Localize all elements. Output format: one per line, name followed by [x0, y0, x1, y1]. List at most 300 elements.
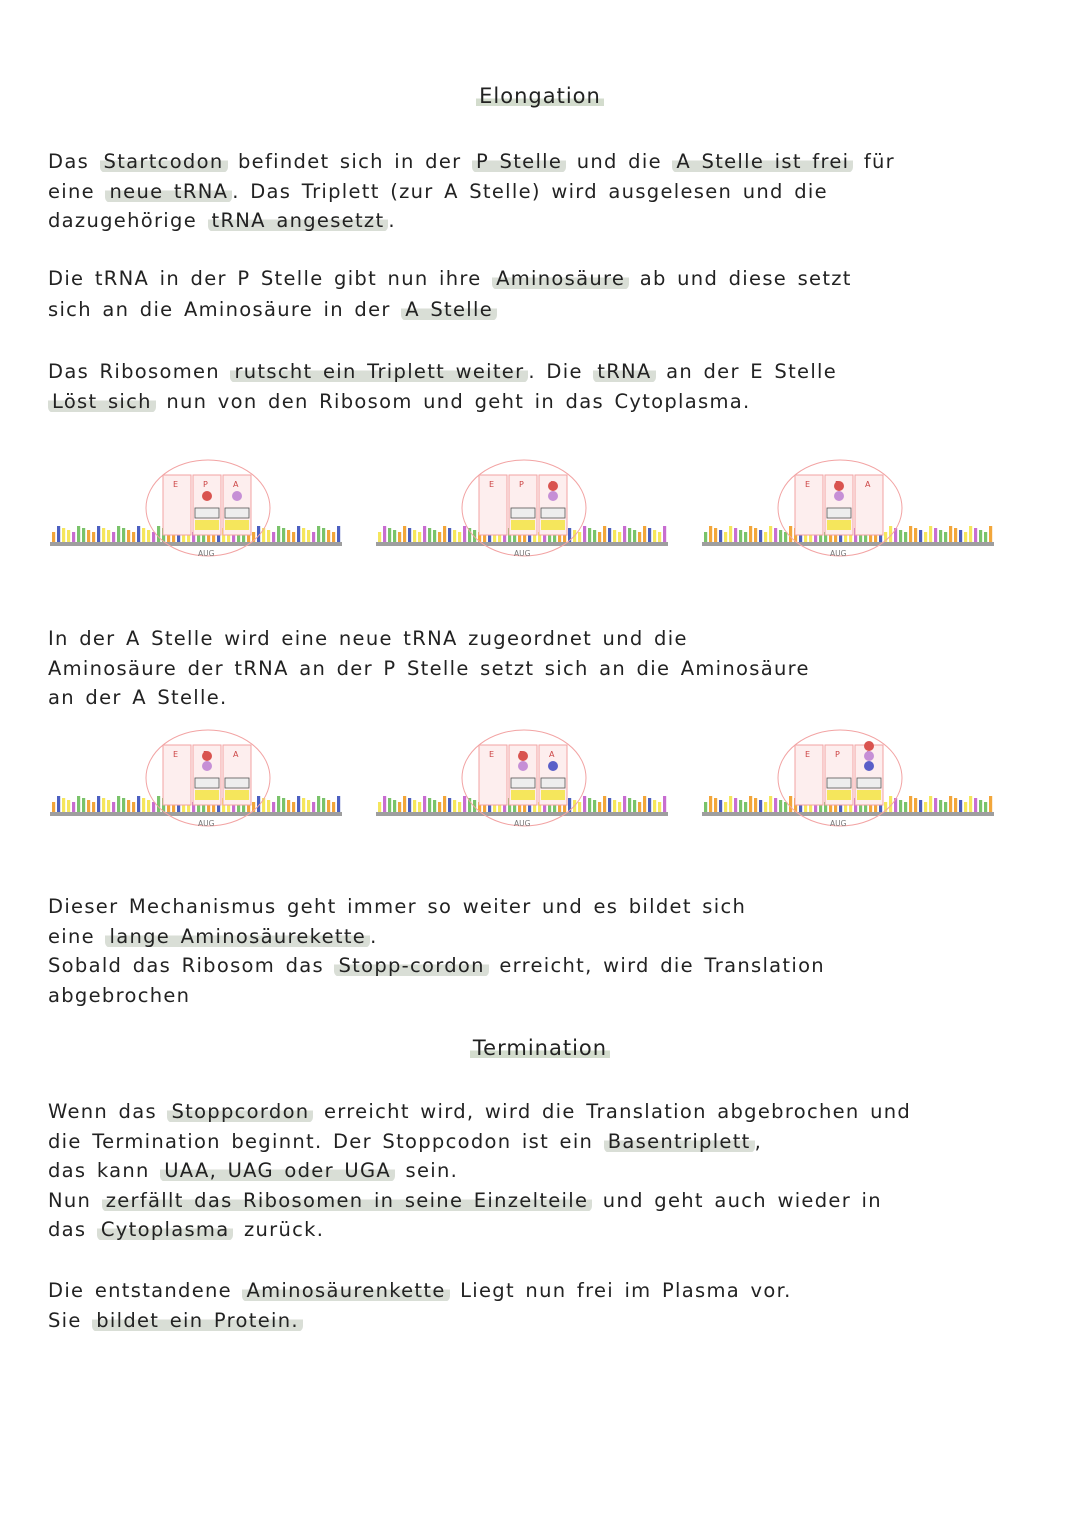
mrna-base: [663, 796, 666, 812]
ribosome-panel-1: [376, 730, 668, 828]
mrna-base: [388, 528, 391, 542]
trna-anticodon: [195, 790, 219, 800]
mrna-base: [989, 796, 992, 812]
mrna-base: [724, 802, 727, 812]
mrna-base: [302, 798, 305, 812]
mrna-base: [583, 796, 586, 812]
trna-anticodon: [511, 790, 535, 800]
trna-anticodon: [541, 520, 565, 530]
text-span: sein.: [405, 1159, 459, 1182]
mrna-base: [653, 800, 656, 812]
amino-acid: [548, 761, 558, 771]
mrna-base: [282, 528, 285, 542]
mrna-base: [327, 530, 330, 542]
text-span: Stopp-cordon: [334, 954, 488, 977]
mrna-base: [92, 532, 95, 542]
text-span: Nun: [48, 1188, 92, 1212]
mrna-base: [709, 526, 712, 542]
mrna-base: [82, 798, 85, 812]
site-label-e: E: [173, 750, 179, 759]
mrna-base: [448, 798, 451, 812]
codon-label: AUG: [514, 819, 531, 828]
mrna-base: [393, 530, 396, 542]
text-span: zerfällt das Ribosomen in seine Einzelteile: [102, 1189, 593, 1212]
mrna-base: [332, 532, 335, 542]
mrna-base: [628, 798, 631, 812]
mrna-base: [287, 530, 290, 542]
mrna-backbone: [376, 542, 668, 546]
site-label-a: A: [233, 480, 239, 489]
mrna-base: [378, 532, 381, 542]
mrna-base: [337, 526, 340, 542]
text-span: eine: [48, 179, 95, 203]
termination-paragraph-2: [48, 1279, 1058, 1338]
text-span: Aminosäure der tRNA an der P Stelle setzt sich an die Aminosäure: [48, 656, 810, 680]
mrna-base: [939, 800, 942, 812]
mrna-base: [638, 532, 641, 542]
mrna-base: [759, 530, 762, 542]
text-span: und die: [576, 150, 662, 173]
mrna-base: [312, 532, 315, 542]
text-span: abgebrochen: [48, 983, 191, 1007]
mrna-base: [62, 798, 65, 812]
mrna-base: [132, 802, 135, 812]
text-span: UAA, UAG oder UGA: [160, 1159, 395, 1182]
mrna-base: [658, 532, 661, 542]
mrna-base: [578, 532, 581, 542]
mrna-base: [428, 528, 431, 542]
mrna-base: [122, 798, 125, 812]
mrna-base: [719, 800, 722, 812]
mrna-base: [969, 526, 972, 542]
mrna-base: [934, 528, 937, 542]
mrna-base: [408, 798, 411, 812]
mrna-base: [779, 530, 782, 542]
mrna-base: [413, 530, 416, 542]
mrna-base: [633, 800, 636, 812]
text-span: Cytoplasma: [97, 1218, 234, 1241]
trna-anticodon: [225, 520, 249, 530]
mrna-base: [588, 798, 591, 812]
trna-anticodon: [225, 790, 249, 800]
mrna-base: [663, 526, 666, 542]
mrna-base: [57, 526, 60, 542]
trna-anticodon: [827, 790, 851, 800]
mrna-base: [297, 526, 300, 542]
text-span: Startcodon: [100, 150, 228, 173]
mrna-base: [97, 526, 100, 542]
mrna-base: [317, 796, 320, 812]
mrna-base: [147, 530, 150, 542]
mrna-base: [754, 528, 757, 542]
mrna-base: [588, 528, 591, 542]
trna-body: [195, 778, 219, 788]
mrna-base: [383, 526, 386, 542]
codon-label: AUG: [830, 819, 847, 828]
mrna-base: [438, 532, 441, 542]
text-span: Aminosäurenkette: [242, 1279, 449, 1302]
mrna-base: [914, 528, 917, 542]
mrna-base: [924, 532, 927, 542]
mrna-base: [643, 526, 646, 542]
text-span: erreicht wird, wird die Translation abgebrochen und: [323, 1100, 912, 1123]
mrna-base: [919, 800, 922, 812]
amino-acid: [232, 491, 242, 501]
mrna-base: [433, 800, 436, 812]
mrna-base: [593, 530, 596, 542]
mrna-base: [964, 532, 967, 542]
mrna-base: [924, 802, 927, 812]
mrna-base: [67, 800, 70, 812]
mrna-base: [764, 802, 767, 812]
mrna-base: [904, 532, 907, 542]
text-span: Dieser Mechanismus geht immer so weiter und es bildet sich: [48, 895, 747, 918]
mrna-base: [919, 530, 922, 542]
mrna-base: [618, 802, 621, 812]
mrna-base: [147, 800, 150, 812]
trna-body: [511, 778, 535, 788]
termination-heading: [0, 1036, 1080, 1060]
site-label-e: E: [173, 480, 179, 489]
elongation-paragraph-2: [48, 267, 1058, 328]
text-span: Das Ribosomen: [48, 360, 220, 383]
mrna-base: [287, 800, 290, 812]
mrna-base: [112, 532, 115, 542]
mrna-base: [774, 798, 777, 812]
mrna-base: [734, 798, 737, 812]
trna-body: [541, 508, 565, 518]
mrna-base: [67, 530, 70, 542]
mrna-base: [453, 530, 456, 542]
mrna-base: [779, 800, 782, 812]
text-span: Sobald das Ribosom das: [48, 954, 324, 977]
text-span: sich an die Aminosäure in der: [48, 298, 391, 321]
mrna-base: [929, 526, 932, 542]
trna-body: [541, 778, 565, 788]
mrna-base: [623, 796, 626, 812]
text-span: tRNA angesetzt: [208, 209, 389, 232]
amino-acid: [864, 751, 874, 761]
mrna-base: [623, 526, 626, 542]
mrna-base: [583, 526, 586, 542]
mrna-base: [603, 526, 606, 542]
text-span: Elongation: [476, 84, 604, 108]
mrna-base: [332, 802, 335, 812]
mrna-base: [453, 800, 456, 812]
mrna-base: [423, 526, 426, 542]
text-span: . Die: [528, 360, 583, 383]
mrna-base: [944, 532, 947, 542]
mrna-base: [322, 528, 325, 542]
mrna-base: [608, 528, 611, 542]
mrna-base: [142, 528, 145, 542]
mrna-base: [327, 800, 330, 812]
mrna-base: [929, 796, 932, 812]
mrna-base: [458, 802, 461, 812]
text-span: . Das Triplett (zur A Stelle) wird ausgelesen und die: [232, 179, 828, 203]
mrna-base: [769, 526, 772, 542]
mrna-backbone: [50, 812, 342, 816]
mrna-base: [974, 528, 977, 542]
mrna-base: [418, 532, 421, 542]
elongation-paragraph-1: [48, 150, 1058, 239]
text-span: Wenn das: [48, 1100, 157, 1123]
mrna-base: [52, 802, 55, 812]
ribosome-panel-0: [50, 460, 342, 558]
amino-acid: [548, 481, 558, 491]
amino-acid: [202, 491, 212, 501]
mrna-base: [127, 530, 130, 542]
mrna-base: [989, 526, 992, 542]
mrna-base: [984, 802, 987, 812]
site-label-a: A: [233, 750, 239, 759]
mrna-base: [984, 532, 987, 542]
text-span: für: [863, 150, 896, 173]
text-span: bildet ein Protein.: [92, 1309, 303, 1332]
ribosome-panel-2: [702, 460, 994, 558]
trna-anticodon: [857, 790, 881, 800]
text-span: Liegt nun frei im Plasma vor.: [460, 1279, 792, 1302]
site-label-e: E: [805, 750, 811, 759]
mrna-base: [764, 532, 767, 542]
mrna-backbone: [702, 812, 994, 816]
mrna-base: [107, 800, 110, 812]
mrna-base: [82, 528, 85, 542]
mrna-base: [52, 532, 55, 542]
amino-acid: [834, 481, 844, 491]
mrna-base: [443, 796, 446, 812]
mrna-base: [974, 798, 977, 812]
site-label-p: P: [835, 750, 840, 759]
mrna-base: [403, 526, 406, 542]
text-span: A Stelle: [401, 298, 497, 321]
text-span: neue tRNA: [105, 180, 232, 203]
mrna-base: [107, 530, 110, 542]
codon-label: AUG: [830, 549, 847, 558]
trna-anticodon: [511, 520, 535, 530]
mrna-base: [272, 532, 275, 542]
amino-acid: [864, 741, 874, 751]
elongation-paragraph-4: [48, 627, 1058, 716]
mrna-base: [739, 530, 742, 542]
mrna-base: [578, 802, 581, 812]
mrna-base: [433, 530, 436, 542]
mrna-base: [904, 802, 907, 812]
mrna-base: [719, 530, 722, 542]
site-label-a: A: [549, 750, 555, 759]
mrna-base: [638, 802, 641, 812]
mrna-base: [633, 530, 636, 542]
site-label-p: P: [203, 480, 208, 489]
mrna-base: [658, 802, 661, 812]
mrna-base: [744, 802, 747, 812]
text-span: lange Aminosäurekette: [105, 925, 370, 948]
mrna-base: [774, 528, 777, 542]
site-label-p: P: [519, 480, 524, 489]
text-span: P Stelle: [472, 150, 566, 173]
mrna-base: [383, 796, 386, 812]
mrna-base: [909, 526, 912, 542]
mrna-base: [964, 802, 967, 812]
site-label-e: E: [805, 480, 811, 489]
mrna-base: [909, 796, 912, 812]
mrna-base: [418, 802, 421, 812]
mrna-base: [312, 802, 315, 812]
mrna-base: [398, 802, 401, 812]
mrna-base: [759, 800, 762, 812]
mrna-base: [463, 526, 466, 542]
mrna-base: [704, 802, 707, 812]
text-span: zurück.: [243, 1218, 325, 1241]
mrna-base: [949, 526, 952, 542]
mrna-base: [72, 532, 75, 542]
mrna-base: [613, 800, 616, 812]
text-span: In der A Stelle wird eine neue tRNA zugeordnet und die: [48, 627, 688, 650]
amino-acid: [864, 761, 874, 771]
mrna-base: [57, 796, 60, 812]
mrna-base: [72, 802, 75, 812]
ribosome-panel-0: [50, 730, 342, 828]
ribosome-diagram-row-1: [40, 455, 1040, 585]
mrna-base: [132, 532, 135, 542]
mrna-base: [438, 802, 441, 812]
mrna-base: [744, 532, 747, 542]
mrna-base: [934, 798, 937, 812]
mrna-base: [267, 530, 270, 542]
text-span: erreicht, wird die Translation: [499, 954, 825, 977]
mrna-base: [267, 800, 270, 812]
trna-anticodon: [541, 790, 565, 800]
amino-acid: [548, 491, 558, 501]
mrna-base: [272, 802, 275, 812]
ribosome-diagram-row-2: [40, 725, 1040, 850]
trna-body: [225, 508, 249, 518]
trna-body: [511, 508, 535, 518]
mrna-base: [423, 796, 426, 812]
mrna-base: [769, 796, 772, 812]
mrna-base: [87, 800, 90, 812]
mrna-base: [87, 530, 90, 542]
mrna-base: [959, 800, 962, 812]
trna-body: [195, 508, 219, 518]
mrna-base: [428, 798, 431, 812]
amino-acid: [202, 751, 212, 761]
text-span: Stoppcordon: [167, 1100, 313, 1123]
mrna-base: [939, 530, 942, 542]
mrna-base: [729, 526, 732, 542]
mrna-base: [603, 796, 606, 812]
mrna-base: [403, 796, 406, 812]
trna-body: [857, 778, 881, 788]
codon-label: AUG: [514, 549, 531, 558]
mrna-base: [277, 526, 280, 542]
text-span: Die tRNA in der P Stelle gibt nun ihre: [48, 267, 482, 290]
trna-anticodon: [195, 520, 219, 530]
mrna-base: [944, 802, 947, 812]
mrna-base: [704, 532, 707, 542]
mrna-base: [157, 526, 160, 542]
termination-paragraph-1: [48, 1100, 1058, 1248]
amino-acid: [518, 761, 528, 771]
mrna-base: [137, 796, 140, 812]
mrna-base: [628, 528, 631, 542]
text-span: ab und diese setzt: [639, 267, 852, 290]
mrna-base: [899, 530, 902, 542]
mrna-base: [127, 800, 130, 812]
text-span: Löst sich: [48, 390, 156, 413]
mrna-base: [302, 528, 305, 542]
mrna-base: [102, 528, 105, 542]
text-span: ,: [754, 1129, 763, 1153]
mrna-base: [729, 796, 732, 812]
mrna-base: [142, 798, 145, 812]
mrna-base: [979, 530, 982, 542]
mrna-base: [724, 532, 727, 542]
text-span: befindet sich in der: [238, 150, 462, 173]
text-span: und geht auch wieder in: [602, 1188, 882, 1212]
mrna-base: [292, 802, 295, 812]
mrna-base: [954, 798, 957, 812]
mrna-base: [137, 526, 140, 542]
mrna-backbone: [702, 542, 994, 546]
text-span: Aminosäure: [492, 267, 629, 290]
site-label-a: A: [865, 480, 871, 489]
mrna-base: [608, 798, 611, 812]
mrna-base: [112, 802, 115, 812]
mrna-base: [322, 798, 325, 812]
mrna-base: [458, 532, 461, 542]
trna-body: [827, 778, 851, 788]
ribosome-panel-2: [702, 730, 994, 828]
trna-anticodon: [827, 520, 851, 530]
text-span: das kann: [48, 1159, 150, 1182]
text-span: .: [370, 924, 378, 948]
mrna-base: [102, 798, 105, 812]
text-span: A Stelle ist frei: [672, 150, 853, 173]
mrna-base: [969, 796, 972, 812]
mrna-base: [653, 530, 656, 542]
elongation-heading: [0, 84, 1080, 108]
mrna-base: [337, 796, 340, 812]
mrna-base: [643, 796, 646, 812]
text-span: nun von den Ribosom und geht in das Cytoplasma.: [166, 389, 751, 413]
mrna-base: [97, 796, 100, 812]
text-span: an der E Stelle: [666, 360, 838, 383]
mrna-base: [378, 802, 381, 812]
mrna-base: [157, 796, 160, 812]
mrna-backbone: [50, 542, 342, 546]
mrna-base: [714, 798, 717, 812]
mrna-base: [979, 800, 982, 812]
mrna-base: [393, 800, 396, 812]
mrna-base: [463, 796, 466, 812]
text-span: rutscht ein Triplett weiter: [230, 360, 528, 383]
mrna-base: [709, 796, 712, 812]
mrna-base: [398, 532, 401, 542]
amino-acid: [518, 751, 528, 761]
mrna-base: [613, 530, 616, 542]
mrna-base: [714, 528, 717, 542]
mrna-base: [754, 798, 757, 812]
mrna-base: [648, 528, 651, 542]
text-span: an der A Stelle.: [48, 686, 228, 709]
mrna-backbone: [376, 812, 668, 816]
mrna-base: [388, 798, 391, 812]
mrna-base: [92, 802, 95, 812]
mrna-base: [734, 528, 737, 542]
mrna-base: [593, 800, 596, 812]
mrna-base: [77, 526, 80, 542]
